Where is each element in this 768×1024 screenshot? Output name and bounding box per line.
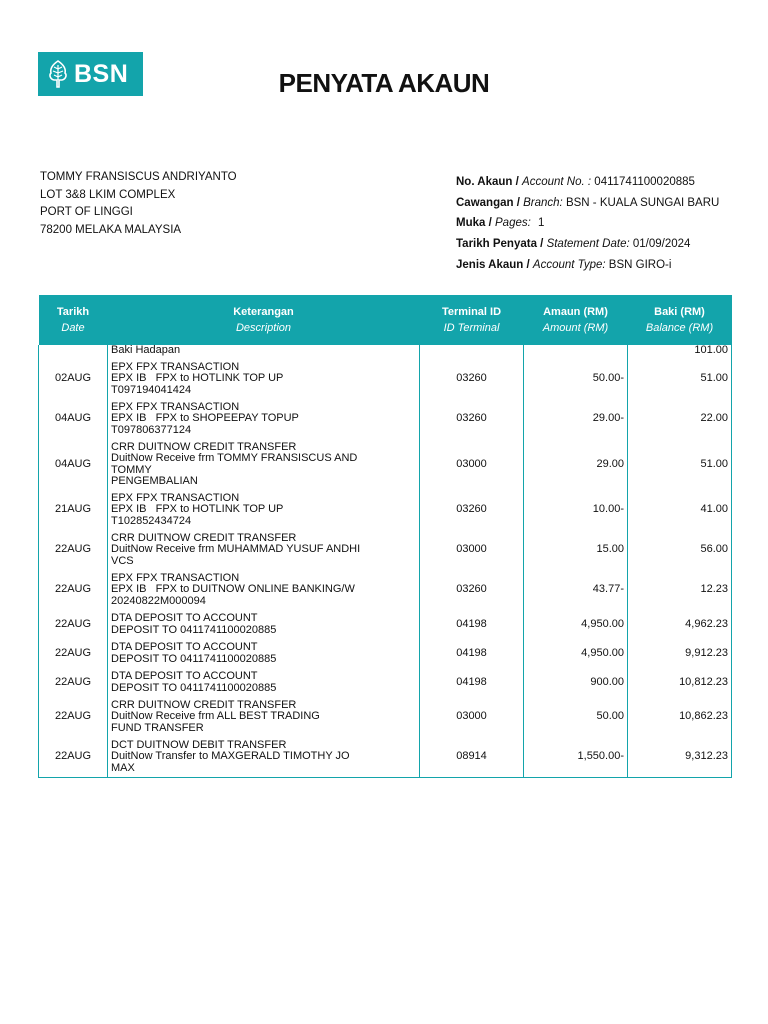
column-header-date bbox=[39, 295, 108, 345]
row-balance: 10,812.23 bbox=[628, 668, 732, 697]
statement-date-row bbox=[456, 234, 719, 255]
row-terminal-id: 04198 bbox=[420, 610, 524, 639]
branch-row bbox=[456, 193, 719, 214]
description-line: T097806377124 bbox=[111, 423, 192, 436]
row-balance: 4,962.23 bbox=[628, 610, 732, 639]
column-header-description bbox=[108, 295, 420, 345]
column-header-balance bbox=[628, 295, 732, 345]
account-info-block bbox=[456, 172, 719, 276]
table-row bbox=[39, 668, 732, 697]
description-line: PENGEMBALIAN bbox=[111, 475, 198, 487]
account-type-label-ms: Jenis Akaun / bbox=[456, 258, 530, 271]
statement-date-value: 01/09/2024 bbox=[632, 238, 691, 251]
column-header-amount-ms: Amaun (RM) bbox=[543, 306, 608, 318]
row-date: 22AUG bbox=[39, 737, 108, 777]
row-terminal-id: 08914 bbox=[420, 737, 524, 777]
description-line: DCT DUITNOW DEBIT TRANSFER bbox=[111, 738, 287, 751]
description-line: T097194041424 bbox=[111, 383, 192, 396]
description-line: EPX IB FPX to HOTLINK TOP UP bbox=[111, 372, 284, 385]
row-balance: 51.00 bbox=[628, 359, 732, 399]
description-line: TOMMY bbox=[111, 463, 152, 476]
address-line-2: PORT OF LINGGI bbox=[40, 206, 133, 218]
table-row bbox=[39, 490, 732, 530]
row-description bbox=[108, 639, 420, 668]
column-header-description-ms: Keterangan bbox=[233, 306, 294, 318]
table-row bbox=[39, 610, 732, 639]
account-no-label-ms: No. Akaun / bbox=[456, 176, 519, 188]
statement-date-label-ms: Tarikh Penyata / bbox=[456, 238, 544, 251]
description-line: DuitNow Receive frm TOMMY FRANSISCUS AND bbox=[111, 452, 358, 464]
description-line: FUND TRANSFER bbox=[111, 721, 204, 734]
description-line: DTA DEPOSIT TO ACCOUNT bbox=[111, 641, 258, 653]
row-description bbox=[108, 439, 420, 490]
branch-value: BSN - KUALA SUNGAI BARU bbox=[565, 196, 720, 209]
row-date: 04AUG bbox=[39, 399, 108, 439]
pages-label-en: Pages: bbox=[495, 217, 531, 230]
column-header-terminal bbox=[420, 295, 524, 345]
description-line: T102852434724 bbox=[111, 514, 192, 527]
table-header-row bbox=[39, 295, 732, 345]
description-line: EPX FPX TRANSACTION bbox=[111, 360, 240, 373]
row-amount: 900.00 bbox=[524, 668, 628, 697]
description-line: EPX FPX TRANSACTION bbox=[111, 571, 240, 584]
account-type-row bbox=[456, 255, 719, 276]
row-terminal-id: 03000 bbox=[420, 697, 524, 737]
description-line: VCS bbox=[111, 554, 134, 567]
table-row bbox=[39, 530, 732, 570]
description-line: DEPOSIT TO 0411741100020885 bbox=[111, 623, 277, 636]
account-type-label-en: Account Type: bbox=[532, 258, 606, 271]
description-line: 20240822M000094 bbox=[111, 594, 206, 607]
description-line: DEPOSIT TO 0411741100020885 bbox=[111, 652, 277, 665]
address-line-1: LOT 3&8 LKIM COMPLEX bbox=[40, 188, 176, 201]
row-balance: 9,912.23 bbox=[628, 639, 732, 668]
row-date: 21AUG bbox=[39, 490, 108, 530]
row-balance: 101.00 bbox=[628, 345, 732, 359]
row-amount: 4,950.00 bbox=[524, 610, 628, 639]
description-line: EPX IB FPX to DUITNOW ONLINE BANKING/W bbox=[111, 583, 355, 596]
customer-address-block bbox=[40, 169, 237, 239]
row-description bbox=[108, 737, 420, 777]
column-header-terminal-en: ID Terminal bbox=[443, 322, 500, 334]
branch-label-ms: Cawangan / bbox=[456, 196, 520, 209]
row-description bbox=[108, 570, 420, 610]
transactions-body bbox=[39, 345, 732, 777]
row-amount bbox=[524, 345, 628, 359]
row-terminal-id: 03260 bbox=[420, 359, 524, 399]
row-amount: 50.00 bbox=[524, 697, 628, 737]
row-description bbox=[108, 490, 420, 530]
table-row bbox=[39, 345, 732, 359]
row-balance: 56.00 bbox=[628, 530, 732, 570]
column-header-amount-en: Amount (RM) bbox=[542, 322, 609, 334]
row-balance: 12.23 bbox=[628, 570, 732, 610]
row-date bbox=[39, 345, 108, 359]
account-no-label-en: Account No. : bbox=[522, 176, 592, 188]
description-line: EPX FPX TRANSACTION bbox=[111, 491, 240, 504]
description-line: DuitNow Receive frm ALL BEST TRADING bbox=[111, 710, 320, 723]
description-line: DuitNow Transfer to MAXGERALD TIMOTHY JO bbox=[111, 750, 350, 762]
column-header-date-ms: Tarikh bbox=[56, 306, 90, 318]
account-no-row bbox=[456, 172, 719, 193]
pages-value: 1 bbox=[538, 217, 545, 230]
row-terminal-id: 03000 bbox=[420, 439, 524, 490]
description-line: CRR DUITNOW CREDIT TRANSFER bbox=[111, 698, 297, 711]
row-terminal-id: 03260 bbox=[420, 490, 524, 530]
column-header-amount bbox=[524, 295, 628, 345]
row-balance: 10,862.23 bbox=[628, 697, 732, 737]
row-description bbox=[108, 697, 420, 737]
pages-row bbox=[456, 213, 719, 234]
row-balance: 9,312.23 bbox=[628, 737, 732, 777]
description-line: DEPOSIT TO 0411741100020885 bbox=[111, 681, 277, 694]
customer-name: TOMMY FRANSISCUS ANDRIYANTO bbox=[40, 171, 237, 183]
description-line: EPX IB FPX to SHOPEEPAY TOPUP bbox=[111, 412, 299, 425]
row-amount: 1,550.00- bbox=[524, 737, 628, 777]
row-terminal-id: 03000 bbox=[420, 530, 524, 570]
description-line: DTA DEPOSIT TO ACCOUNT bbox=[111, 612, 258, 624]
row-date: 22AUG bbox=[39, 639, 108, 668]
row-terminal-id: 04198 bbox=[420, 639, 524, 668]
transactions-table bbox=[38, 295, 732, 778]
column-header-date-en: Date bbox=[61, 322, 85, 334]
account-no-value: 0411741100020885 bbox=[594, 176, 695, 188]
description-line: EPX IB FPX to HOTLINK TOP UP bbox=[111, 503, 284, 516]
description-line: DTA DEPOSIT TO ACCOUNT bbox=[111, 670, 258, 682]
account-type-value: BSN GIRO-i bbox=[608, 258, 672, 271]
column-header-balance-ms: Baki (RM) bbox=[654, 306, 705, 318]
pages-label-ms: Muka / bbox=[456, 217, 492, 230]
row-date: 22AUG bbox=[39, 570, 108, 610]
row-date: 22AUG bbox=[39, 610, 108, 639]
row-terminal-id: 03260 bbox=[420, 399, 524, 439]
row-terminal-id: 04198 bbox=[420, 668, 524, 697]
row-amount: 10.00- bbox=[524, 490, 628, 530]
row-date: 04AUG bbox=[39, 439, 108, 490]
row-amount: 50.00- bbox=[524, 359, 628, 399]
column-header-balance-en: Balance (RM) bbox=[645, 322, 714, 334]
row-amount: 15.00 bbox=[524, 530, 628, 570]
row-description bbox=[108, 399, 420, 439]
column-header-description-en: Description bbox=[235, 322, 292, 334]
row-date: 22AUG bbox=[39, 530, 108, 570]
row-amount: 29.00- bbox=[524, 399, 628, 439]
description-line: EPX FPX TRANSACTION bbox=[111, 400, 240, 413]
branch-label-en: Branch: bbox=[523, 196, 563, 209]
row-description bbox=[108, 668, 420, 697]
statement-title: PENYATA AKAUN bbox=[278, 68, 490, 98]
address-line-3: 78200 MELAKA MALAYSIA bbox=[40, 223, 182, 236]
row-date: 02AUG bbox=[39, 359, 108, 399]
row-date: 22AUG bbox=[39, 697, 108, 737]
table-row bbox=[39, 639, 732, 668]
row-amount: 43.77- bbox=[524, 570, 628, 610]
row-balance: 22.00 bbox=[628, 399, 732, 439]
row-description bbox=[108, 610, 420, 639]
row-description bbox=[108, 530, 420, 570]
table-row bbox=[39, 737, 732, 777]
row-amount: 29.00 bbox=[524, 439, 628, 490]
table-row bbox=[39, 697, 732, 737]
row-terminal-id: 03260 bbox=[420, 570, 524, 610]
column-header-terminal-ms: Terminal ID bbox=[441, 306, 502, 318]
description-line: DuitNow Receive frm MUHAMMAD YUSUF ANDHI bbox=[111, 543, 361, 556]
description-line: CRR DUITNOW CREDIT TRANSFER bbox=[111, 440, 297, 453]
row-date: 22AUG bbox=[39, 668, 108, 697]
table-row bbox=[39, 439, 732, 490]
row-description bbox=[108, 359, 420, 399]
row-terminal-id bbox=[420, 345, 524, 359]
row-description bbox=[108, 345, 420, 359]
table-row bbox=[39, 570, 732, 610]
statement-date-label-en: Statement Date: bbox=[546, 238, 630, 251]
description-line: Baki Hadapan bbox=[111, 344, 181, 356]
table-row bbox=[39, 359, 732, 399]
description-line: CRR DUITNOW CREDIT TRANSFER bbox=[111, 531, 297, 544]
table-row bbox=[39, 399, 732, 439]
row-amount: 4,950.00 bbox=[524, 639, 628, 668]
description-line: MAX bbox=[111, 761, 135, 774]
row-balance: 41.00 bbox=[628, 490, 732, 530]
bsn-logo-text: BSN bbox=[74, 59, 129, 88]
row-balance: 51.00 bbox=[628, 439, 732, 490]
